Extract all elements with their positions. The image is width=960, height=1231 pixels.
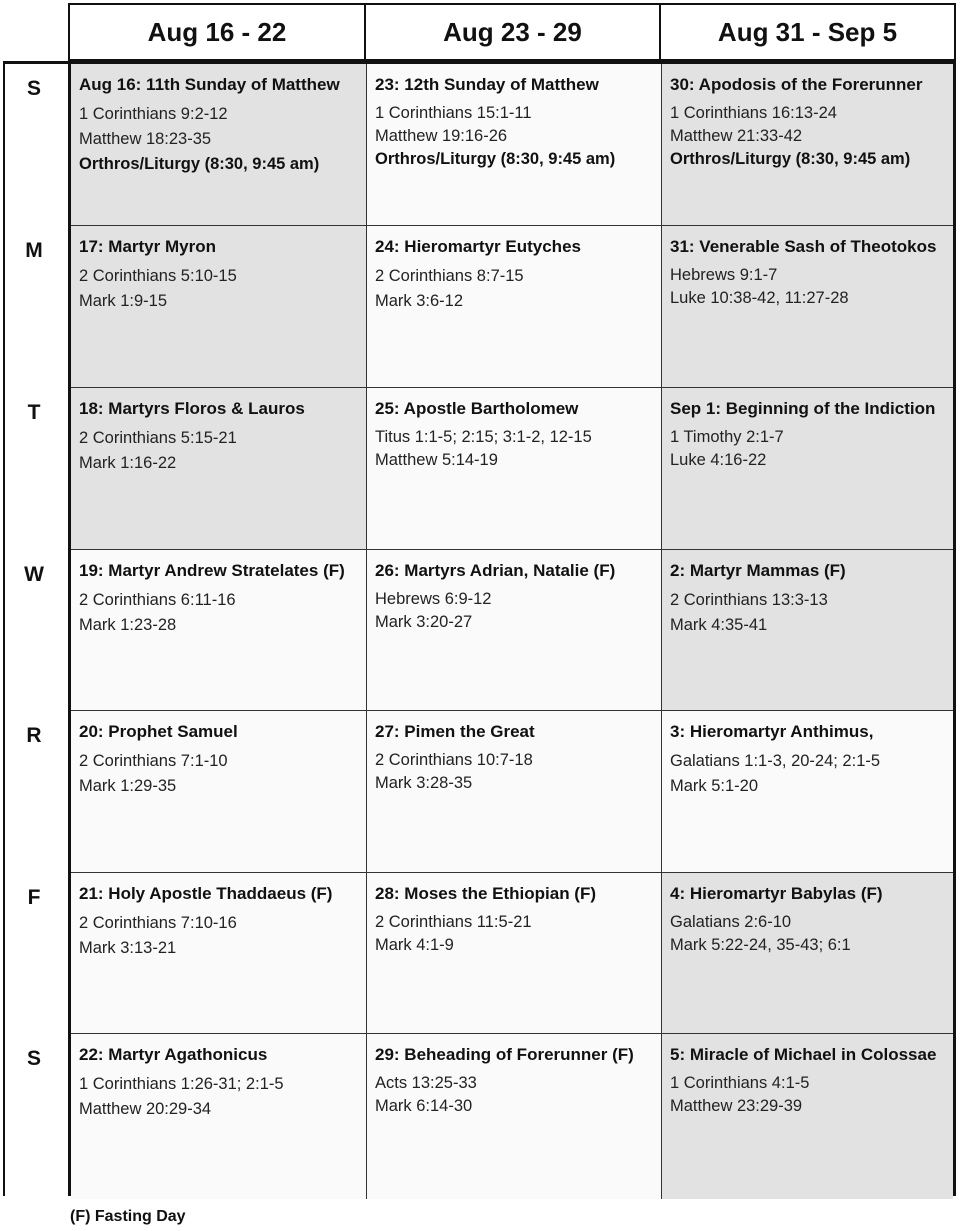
day-cell bbox=[367, 711, 662, 872]
scripture-reading: 1 Corinthians 15:1-11 bbox=[375, 104, 532, 122]
day-column-left-border bbox=[3, 61, 5, 1196]
service-times: Orthros/Liturgy (8:30, 9:45 am) bbox=[79, 155, 320, 173]
feast-title: 22: Martyr Agathonicus bbox=[79, 1045, 268, 1064]
day-label: W bbox=[24, 563, 44, 586]
calendar-row bbox=[71, 873, 953, 1034]
feast-title: 19: Martyr Andrew Stratelates (F) bbox=[79, 561, 345, 580]
fasting-legend: (F) Fasting Day bbox=[70, 1208, 186, 1225]
scripture-reading: 1 Corinthians 9:2-12 bbox=[79, 105, 228, 123]
day-cell bbox=[71, 388, 367, 549]
scripture-reading: Mark 3:13-21 bbox=[79, 939, 177, 957]
feast-title: 24: Hieromartyr Eutyches bbox=[375, 237, 581, 256]
day-cell bbox=[662, 711, 953, 872]
day-column-top-border bbox=[3, 61, 68, 64]
feast-title: 4: Hieromartyr Babylas (F) bbox=[670, 884, 883, 903]
feast-title: 31: Venerable Sash of Theotokos bbox=[670, 237, 937, 256]
calendar-row bbox=[71, 550, 953, 711]
day-cell bbox=[71, 1034, 367, 1199]
week-header-3: Aug 31 - Sep 5 bbox=[661, 5, 954, 59]
scripture-reading: 2 Corinthians 10:7-18 bbox=[375, 751, 533, 769]
day-label: S bbox=[26, 77, 41, 100]
service-times: Orthros/Liturgy (8:30, 9:45 am) bbox=[670, 150, 911, 168]
feast-title: 21: Holy Apostle Thaddaeus (F) bbox=[79, 884, 333, 903]
day-label: M bbox=[25, 239, 43, 262]
scripture-reading: Hebrews 6:9-12 bbox=[375, 590, 492, 608]
day-cell bbox=[71, 550, 367, 710]
feast-title: 3: Hieromartyr Anthimus, bbox=[670, 722, 874, 741]
scripture-reading: Mark 5:1-20 bbox=[670, 777, 759, 795]
scripture-reading: Mark 1:16-22 bbox=[79, 454, 177, 472]
scripture-reading: Titus 1:1-5; 2:15; 3:1-2, 12-15 bbox=[375, 428, 592, 446]
day-cell bbox=[662, 1034, 953, 1199]
scripture-reading: Hebrews 9:1-7 bbox=[670, 266, 778, 284]
scripture-reading: 2 Corinthians 8:7-15 bbox=[375, 267, 524, 285]
day-cell bbox=[71, 711, 367, 872]
scripture-reading: Mark 4:35-41 bbox=[670, 616, 768, 634]
feast-title: 27: Pimen the Great bbox=[375, 722, 535, 741]
scripture-reading: Mark 3:6-12 bbox=[375, 292, 464, 310]
calendar-row bbox=[71, 1034, 953, 1199]
scripture-reading: 1 Corinthians 4:1-5 bbox=[670, 1074, 810, 1092]
day-cell bbox=[662, 64, 953, 225]
week-header-row bbox=[68, 3, 956, 61]
scripture-reading: 2 Corinthians 13:3-13 bbox=[670, 591, 828, 609]
day-cell bbox=[71, 226, 367, 387]
scripture-reading: Galatians 2:6-10 bbox=[670, 913, 792, 931]
day-cell bbox=[662, 550, 953, 710]
feast-title: Aug 16: 11th Sunday of Matthew bbox=[79, 75, 340, 94]
scripture-reading: Matthew 5:14-19 bbox=[375, 451, 498, 469]
scripture-reading: Galatians 1:1-3, 20-24; 2:1-5 bbox=[670, 752, 881, 770]
feast-title: 2: Martyr Mammas (F) bbox=[670, 561, 846, 580]
day-cell bbox=[662, 388, 953, 549]
feast-title: 20: Prophet Samuel bbox=[79, 722, 238, 741]
scripture-reading: Mark 4:1-9 bbox=[375, 936, 454, 954]
scripture-reading: Mark 6:14-30 bbox=[375, 1097, 473, 1115]
day-label: F bbox=[27, 886, 41, 909]
scripture-reading: 1 Timothy 2:1-7 bbox=[670, 428, 784, 446]
feast-title: 18: Martyrs Floros & Lauros bbox=[79, 399, 305, 418]
scripture-reading: 2 Corinthians 5:15-21 bbox=[79, 429, 237, 447]
scripture-reading: 2 Corinthians 7:1-10 bbox=[79, 752, 228, 770]
scripture-reading: Mark 1:29-35 bbox=[79, 777, 177, 795]
feast-title: 28: Moses the Ethiopian (F) bbox=[375, 884, 597, 903]
day-label: R bbox=[26, 724, 42, 747]
scripture-reading: 2 Corinthians 5:10-15 bbox=[79, 267, 237, 285]
scripture-reading: 2 Corinthians 7:10-16 bbox=[79, 914, 237, 932]
feast-title: 30: Apodosis of the Forerunner bbox=[670, 75, 923, 94]
scripture-reading: 1 Corinthians 16:13-24 bbox=[670, 104, 837, 122]
service-times: Orthros/Liturgy (8:30, 9:45 am) bbox=[375, 150, 616, 168]
scripture-reading: Matthew 21:33-42 bbox=[670, 127, 803, 145]
feast-title: 25: Apostle Bartholomew bbox=[375, 399, 579, 418]
day-cell bbox=[367, 1034, 662, 1199]
day-cell bbox=[367, 873, 662, 1033]
day-cell bbox=[71, 64, 367, 225]
feast-title: 23: 12th Sunday of Matthew bbox=[375, 75, 599, 94]
feast-title: 5: Miracle of Michael in Colossae bbox=[670, 1045, 937, 1064]
day-cell bbox=[662, 873, 953, 1033]
feast-title: Sep 1: Beginning of the Indiction bbox=[670, 399, 936, 418]
scripture-reading: Mark 3:20-27 bbox=[375, 613, 473, 631]
scripture-reading: Mark 1:9-15 bbox=[79, 292, 168, 310]
scripture-reading: 2 Corinthians 6:11-16 bbox=[79, 591, 236, 609]
scripture-reading: Luke 4:16-22 bbox=[670, 451, 767, 469]
day-cell bbox=[367, 64, 662, 225]
scripture-reading: 2 Corinthians 11:5-21 bbox=[375, 913, 532, 931]
scripture-reading: Acts 13:25-33 bbox=[375, 1074, 477, 1092]
scripture-reading: Luke 10:38-42, 11:27-28 bbox=[670, 289, 849, 307]
feast-title: 26: Martyrs Adrian, Natalie (F) bbox=[375, 561, 616, 580]
scripture-reading: 1 Corinthians 1:26-31; 2:1-5 bbox=[79, 1075, 284, 1093]
scripture-reading: Mark 1:23-28 bbox=[79, 616, 177, 634]
day-cell bbox=[367, 226, 662, 387]
scripture-reading: Mark 3:28-35 bbox=[375, 774, 473, 792]
calendar-row bbox=[71, 64, 953, 226]
scripture-reading: Mark 5:22-24, 35-43; 6:1 bbox=[670, 936, 851, 954]
day-cell bbox=[367, 388, 662, 549]
feast-title: 29: Beheading of Forerunner (F) bbox=[375, 1045, 634, 1064]
calendar-row bbox=[71, 388, 953, 550]
day-label: T bbox=[27, 401, 41, 424]
scripture-reading: Matthew 20:29-34 bbox=[79, 1100, 212, 1118]
calendar-row bbox=[71, 226, 953, 388]
scripture-reading: Matthew 23:29-39 bbox=[670, 1097, 803, 1115]
feast-title: 17: Martyr Myron bbox=[79, 237, 216, 256]
scripture-reading: Matthew 19:16-26 bbox=[375, 127, 508, 145]
week-header-1: Aug 16 - 22 bbox=[70, 5, 366, 59]
week-header-2: Aug 23 - 29 bbox=[366, 5, 661, 59]
day-cell bbox=[71, 873, 367, 1033]
calendar-row bbox=[71, 711, 953, 873]
scripture-reading: Matthew 18:23-35 bbox=[79, 130, 212, 148]
day-cell bbox=[367, 550, 662, 710]
calendar-grid bbox=[68, 61, 956, 1196]
day-cell bbox=[662, 226, 953, 387]
day-label: S bbox=[26, 1047, 41, 1070]
